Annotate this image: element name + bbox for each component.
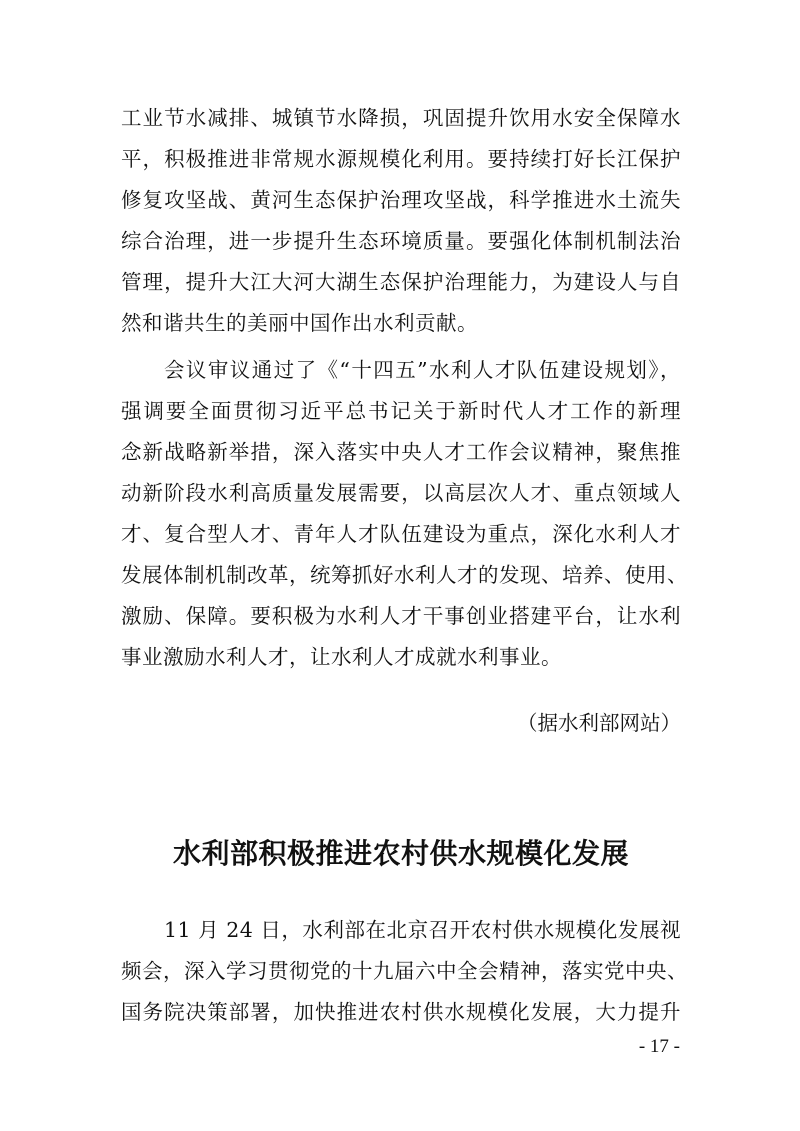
paragraph-line: 管理，提升大江大河大湖生态保护治理能力，为建设人与自 — [121, 270, 681, 294]
paragraph-line: 国务院决策部署，加快推进农村供水规模化发展，大力提升 — [121, 1000, 681, 1024]
paragraph-line: 强调要全面贯彻习近平总书记关于新时代人才工作的新理 — [121, 399, 681, 423]
paragraph-line: 才、复合型人才、青年人才队伍建设为重点，深化水利人才 — [121, 522, 681, 546]
source-attribution: （据水利部网站） — [517, 711, 681, 735]
paragraph-line: 平，积极推进非常规水源规模化利用。要持续打好长江保护 — [121, 147, 681, 171]
page-number: - 17 - — [638, 1036, 680, 1057]
paragraph-line: 激励、保障。要积极为水利人才干事创业搭建平台，让水利 — [121, 604, 681, 628]
paragraph-line: 事业激励水利人才，让水利人才成就水利事业。 — [121, 645, 562, 669]
paragraph-line: 然和谐共生的美丽中国作出水利贡献。 — [121, 311, 478, 335]
paragraph-line: 频会，深入学习贯彻党的十九届六中全会精神，落实党中央、 — [121, 959, 688, 983]
paragraph-line: 会议审议通过了《“十四五”水利人才队伍建设规划》， — [164, 358, 681, 382]
paragraph-line: 发展体制机制改革，统筹抓好水利人才的发现、培养、使用、 — [121, 563, 688, 587]
paragraph-line: 念新战略新举措，深入落实中央人才工作会议精神，聚焦推 — [121, 440, 681, 464]
paragraph-line: 动新阶段水利高质量发展需要，以高层次人才、重点领域人 — [121, 481, 681, 505]
article-title: 水利部积极推进农村供水规模化发展 — [172, 837, 629, 870]
paragraph-line: 修复攻坚战、黄河生态保护治理攻坚战，科学推进水土流失 — [121, 188, 681, 212]
paragraph-line: 综合治理，进一步提升生态环境质量。要强化体制机制法治 — [121, 229, 681, 253]
paragraph-line: 工业节水减排、城镇节水降损，巩固提升饮用水安全保障水 — [121, 106, 681, 130]
paragraph-line: 11 月 24 日，水利部在北京召开农村供水规模化发展视 — [164, 918, 681, 942]
